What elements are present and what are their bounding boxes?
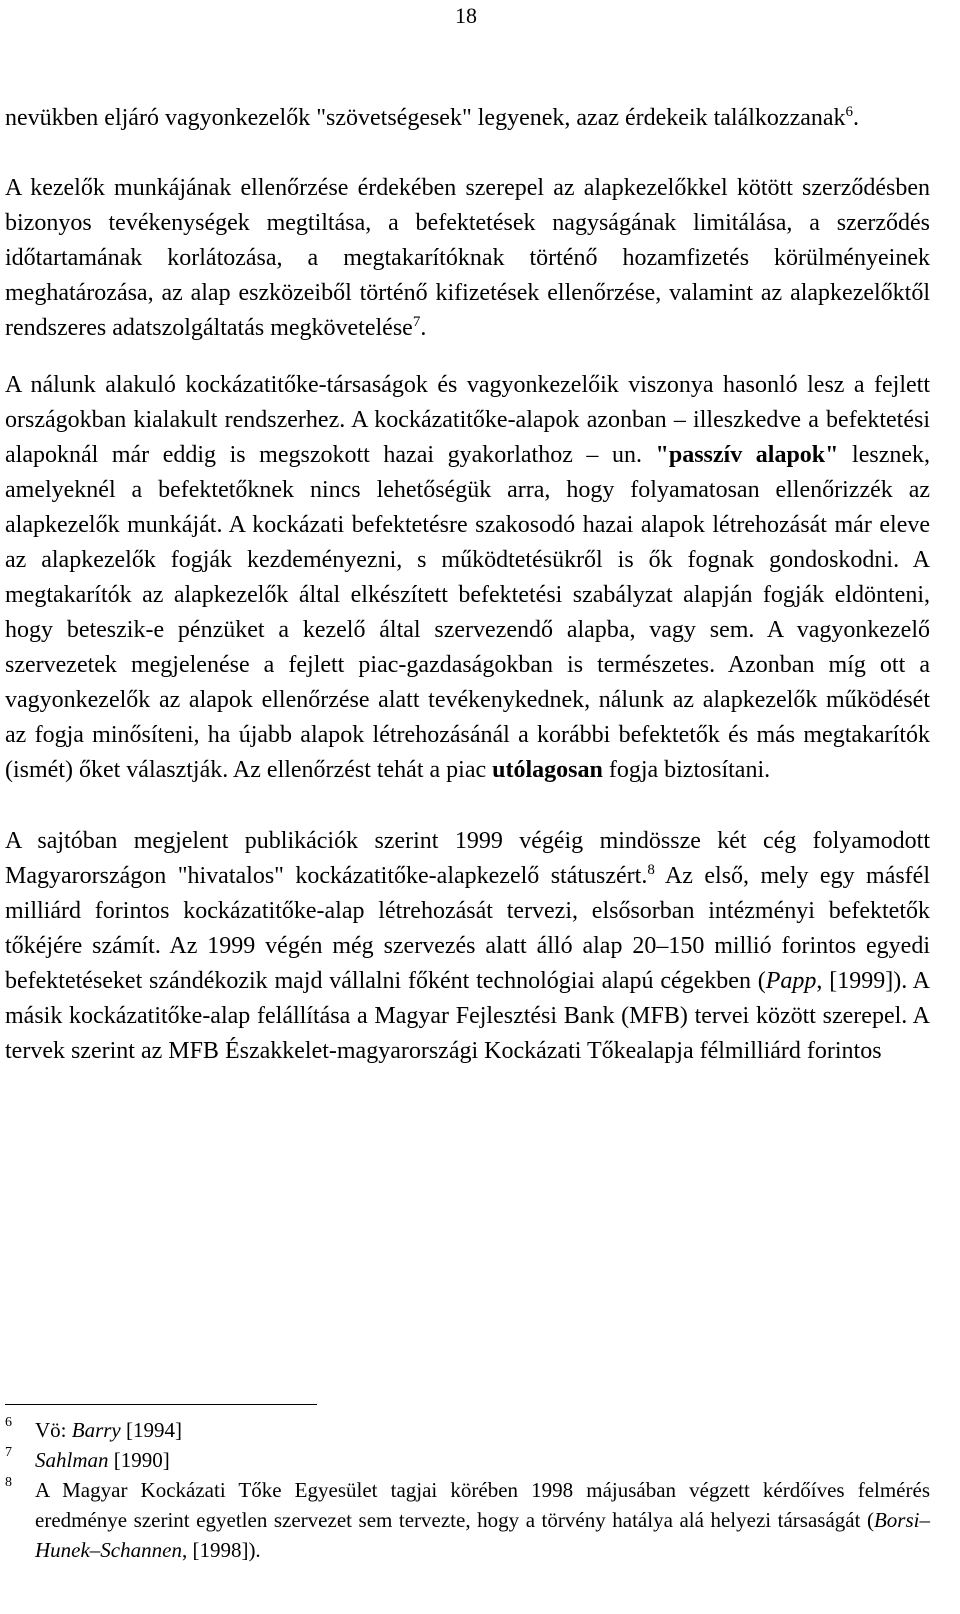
footnote-number: 6 xyxy=(5,1415,12,1430)
paragraph-3 xyxy=(5,368,930,788)
text-run: . xyxy=(853,105,860,131)
footnote-ref-6[interactable]: 6 xyxy=(845,104,854,120)
text-run: A kezelők munkájának ellenőrzése érdekében szerepel az alapkezelőkkel kötött szerződésben bizonyos tevékenységek megtiltása, a befektetések nagyságának limitálása, a szerződés időtartamának korlátozása, a megtakarítóknak történő hozamfizetés körülményeinek meghatározása, az alap eszközeiből történő kifizetések ellenőrzése, valamint az alapkezelőktől rendszeres adatszolgáltatás megkövetelése xyxy=(5,175,930,341)
citation-author: Papp xyxy=(765,968,817,994)
text-run: Vö: xyxy=(35,1418,72,1442)
footnote-7 xyxy=(5,1445,930,1475)
text-run: [1990] xyxy=(108,1448,170,1472)
paragraph-2 xyxy=(5,171,930,346)
text-run: nevükben eljáró vagyonkezelők "szövetségesek" legyenek, azaz érdekeik találkozzanak xyxy=(5,105,846,131)
text-run: lesznek, amelyeknél a befektetőknek nincs lehetőségük arra, hogy folyamatosan ellenőrizzék az alapkezelők munkáját. A kockázati befektetésre szakosodó hazai alapok létrehozását már eleve az alapkezelők fogják kezdeményezni, s működtetésükről is ők fognak gondoskodni. A megtakarítók az alapkezelők által elkészített befektetési szabályzat alapján fogják eldönteni, hogy beteszik-e pénzüket a kezelő által szervezendő alapba, vagy sem. A vagyonkezelő szervezetek megjelenése a fejlett piac-gazdaságokban is természetes. Azonban míg ott a vagyonkezelők az alapok ellenőrzése alatt tevékenykednek, nálunk az alapkezelők működését az fogja minősíteni, ha újabb alapok létrehozásánál a korábbi befektetők és más megtakarítók (ismét) őket választják. Az ellenőrzést tehát a piac xyxy=(5,442,930,783)
citation-author: Borsi–Hunek–Schannen xyxy=(35,1508,930,1562)
body-text xyxy=(5,101,930,1069)
footnote-ref-7[interactable]: 7 xyxy=(412,314,421,330)
text-run: [1994] xyxy=(120,1418,182,1442)
footnote-number: 8 xyxy=(5,1475,12,1490)
footnote-8 xyxy=(5,1475,930,1565)
page-number: 18 xyxy=(455,3,477,28)
text-run: A nálunk alakuló kockázatitőke-társaságok és vagyonkezelőik viszonya hasonló lesz a fejlett országokban kialakult rendszerhez. A kockázatitőke-alapok azonban – illeszkedve a befektetési alapoknál már eddig is megszokott hazai gyakorlathoz – un. xyxy=(5,372,930,468)
footnote-divider xyxy=(5,1404,317,1405)
text-run: A sajtóban megjelent publikációk szerint 1999 végéig mindössze két cég folyamodott Magyarországon "hivatalos" kockázatitőke-alapkezelő státuszért. xyxy=(5,828,930,889)
text-run: , [1999]). A másik kockázatitőke-alap felállítása a Magyar Fejlesztési Bank (MFB) tervei között szerepel. A tervek szerint az MFB Északkelet-magyarországi Kockázati Tőkealapja félmilliárd forintos xyxy=(5,968,931,1064)
bold-term-passive-funds: "passzív alapok" xyxy=(655,442,839,468)
bold-term-afterwards: utólagosan xyxy=(492,757,603,783)
paragraph-4 xyxy=(5,824,930,1069)
footnote-6 xyxy=(5,1415,930,1445)
text-run: , [1998]). xyxy=(181,1538,261,1562)
footnote-number: 7 xyxy=(5,1445,12,1460)
citation-author: Barry xyxy=(71,1418,121,1442)
text-run: A Magyar Kockázati Tőke Egyesület tagjai körében 1998 májusában végzett kérdőíves felmérés eredménye szerint egyetlen szervezet sem tervezte, hogy a törvény hatálya alá helyezi társaságát ( xyxy=(35,1478,930,1532)
text-run: . xyxy=(420,315,427,341)
footnotes xyxy=(5,1415,930,1565)
citation-author: Sahlman xyxy=(35,1448,109,1472)
paragraph-1 xyxy=(5,101,930,136)
footnote-ref-8[interactable]: 8 xyxy=(647,862,655,878)
text-run: Az első, mely egy másfél milliárd forintos kockázatitőke-alap létrehozását tervezi, elsősorban intézményi befektetők tőkéjére számít. Az 1999 végén még szervezés alatt álló alap 20–150 millió forintos egyedi befektetéseket szándékozik majd vállalni főként technológiai alapú cégekben ( xyxy=(5,863,930,994)
text-run: fogja biztosítani. xyxy=(602,757,771,783)
